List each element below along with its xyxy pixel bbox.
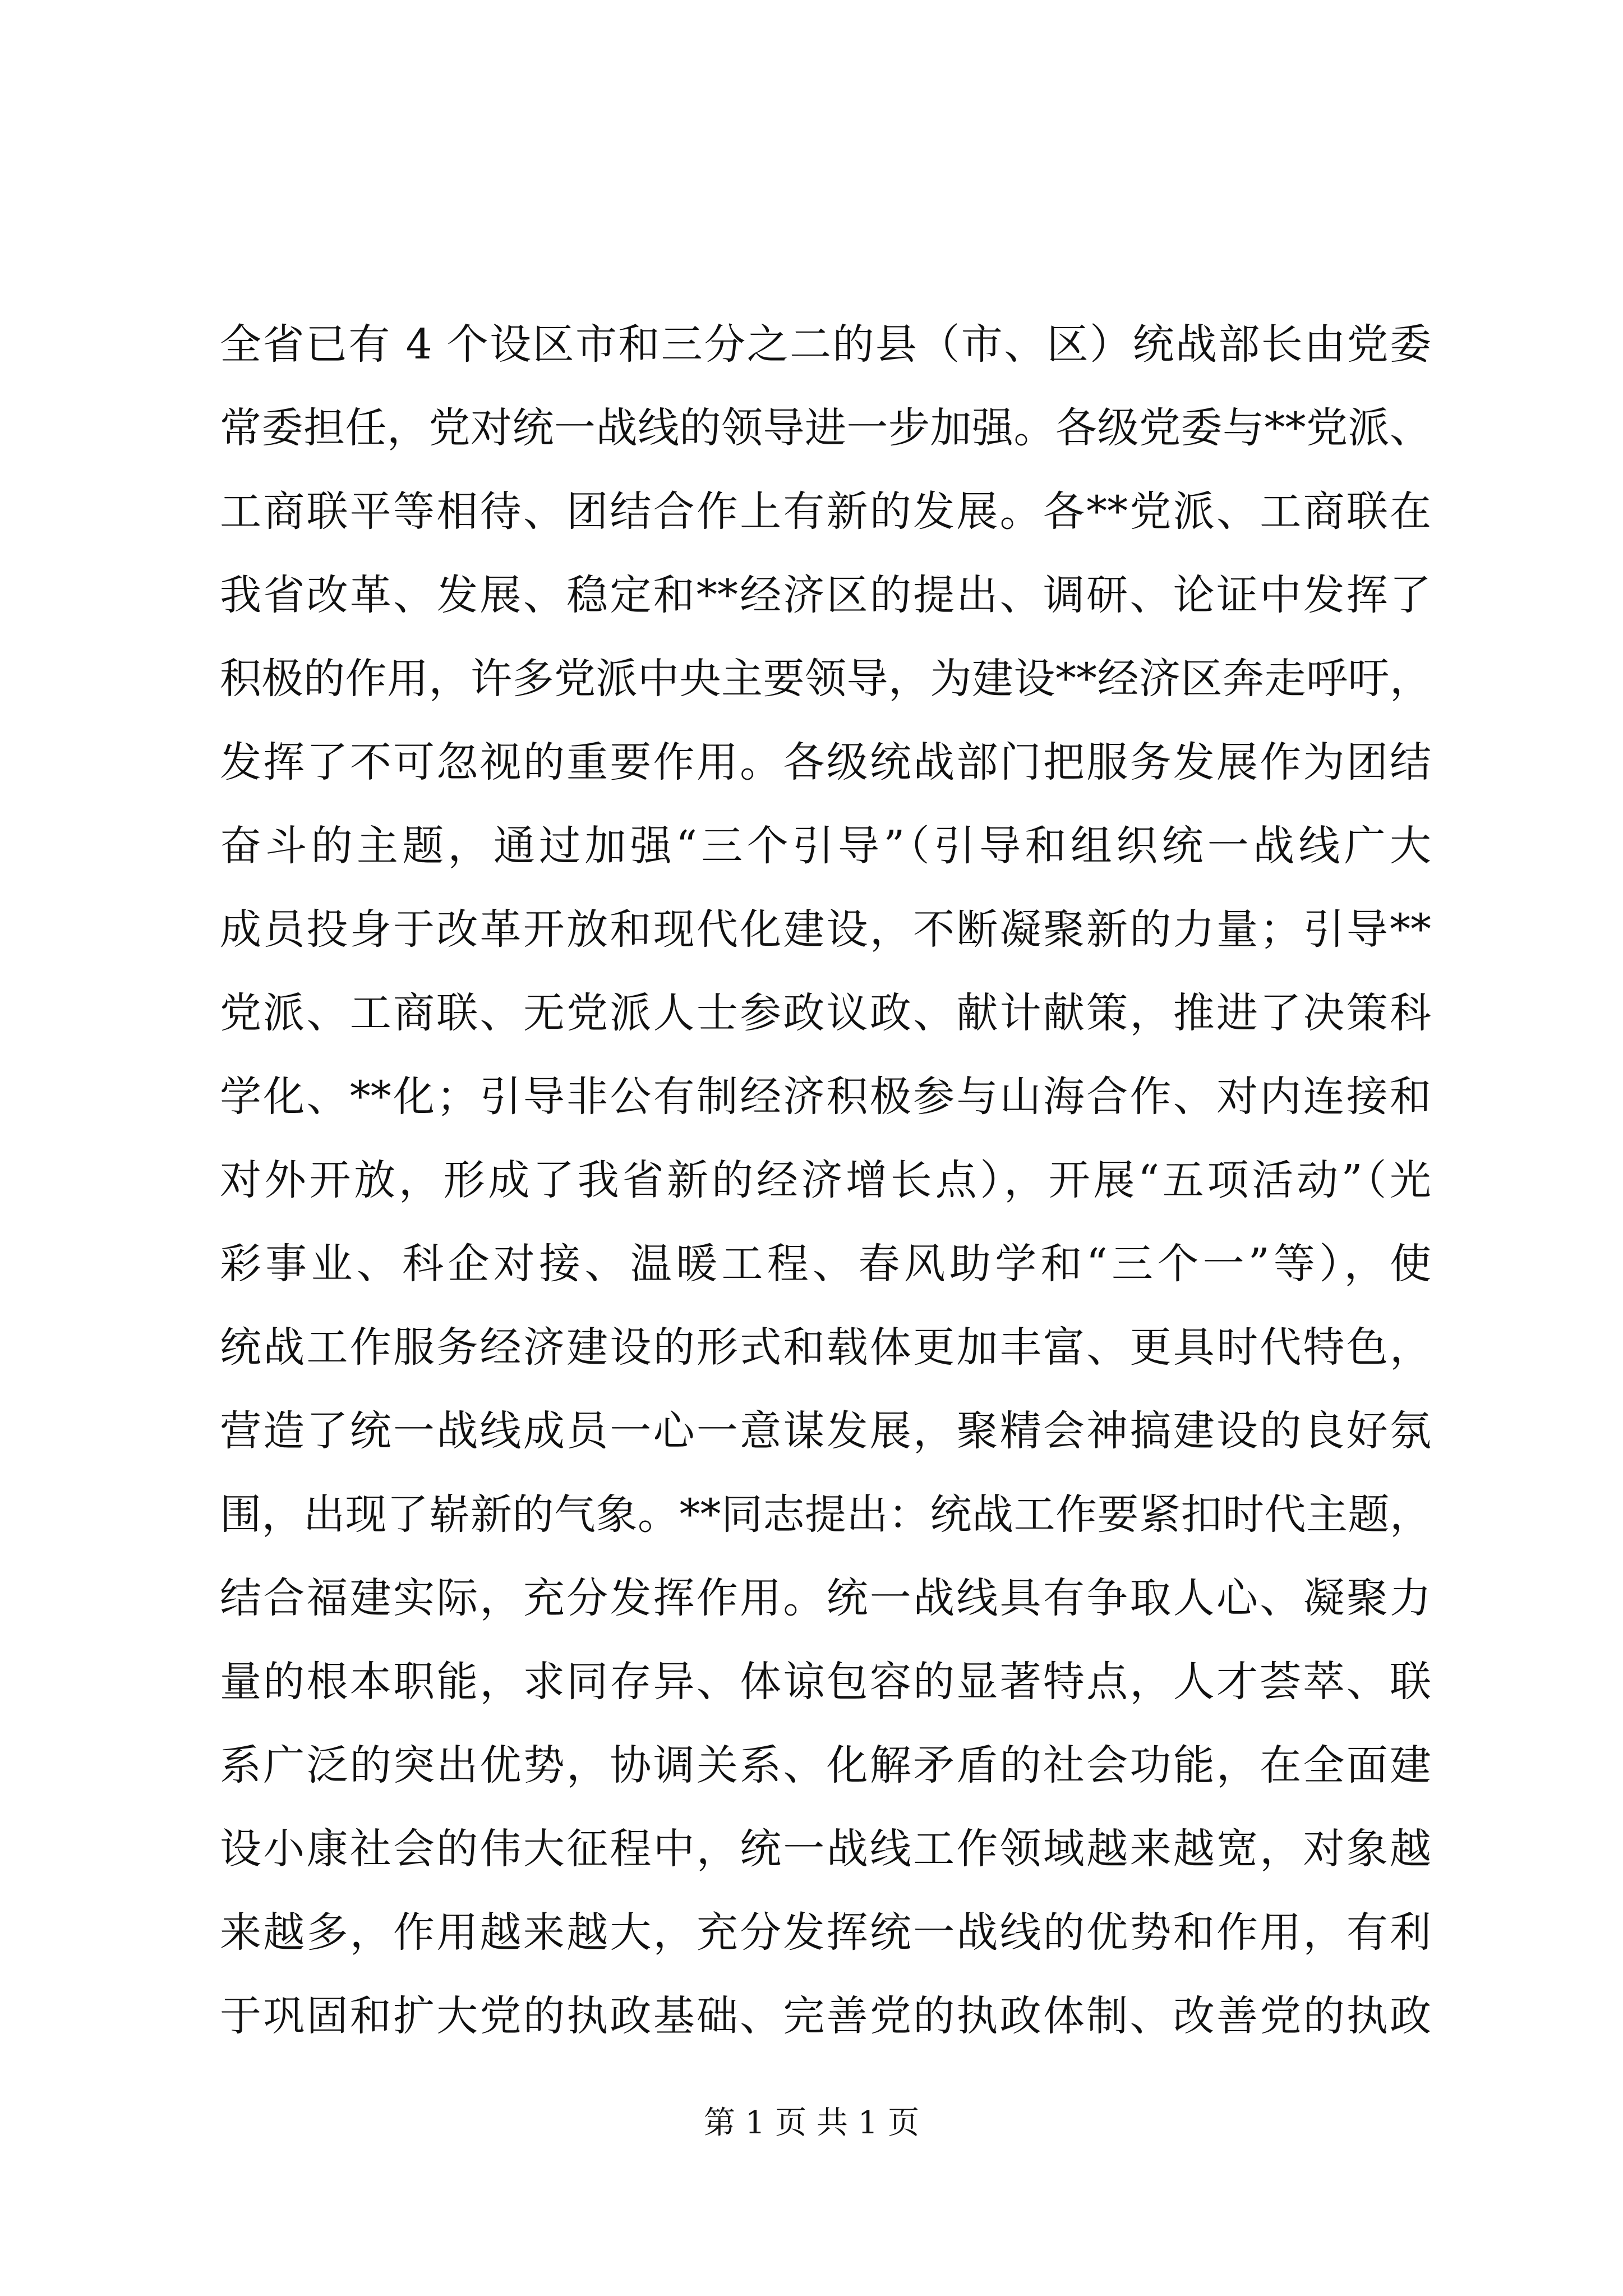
text-line: 量的根本职能，求同存异、体谅包容的显著特点，人才荟萃、联 (220, 1658, 1431, 1706)
text-line: 围，出现了崭新的气象。**同志提出：统战工作要紧扣时代主题， (220, 1490, 1431, 1539)
text-line: 统战工作服务经济建设的形式和载体更加丰富、更具时代特色， (220, 1323, 1431, 1372)
text-line: 系广泛的突出优势，协调关系、化解矛盾的社会功能，在全面建 (220, 1741, 1431, 1789)
text-line: 发挥了不可忽视的重要作用。各级统战部门把服务发展作为团结 (220, 738, 1431, 786)
text-line: 对外开放，形成了我省新的经济增长点），开展“五项活动”（光 (220, 1156, 1431, 1204)
text-line: 奋斗的主题，通过加强“三个引导”（引导和组织统一战线广大 (220, 822, 1431, 870)
text-line: 党派、工商联、无党派人士参政议政、献计献策，推进了决策科 (220, 989, 1431, 1037)
text-line: 彩事业、科企对接、温暖工程、春风助学和“三个一”等），使 (220, 1240, 1431, 1288)
body-text (220, 303, 1431, 2058)
text-line: 于巩固和扩大党的执政基础、完善党的执政体制、改善党的执政 (220, 1992, 1431, 2040)
text-line: 来越多，作用越来越大，充分发挥统一战线的优势和作用，有利 (220, 1908, 1431, 1957)
text-line: 工商联平等相待、团结合作上有新的发展。各**党派、工商联在 (220, 487, 1431, 536)
text-line: 全省已有 4 个设区市和三分之二的县（市、区）统战部长由党委 (220, 320, 1431, 369)
text-line: 积极的作用，许多党派中央主要领导，为建设**经济区奔走呼吁， (220, 655, 1431, 703)
text-line: 常委担任，党对统一战线的领导进一步加强。各级党委与**党派、 (220, 404, 1431, 452)
text-line: 学化、**化；引导非公有制经济积极参与山海合作、对内连接和 (220, 1073, 1431, 1121)
text-line: 结合福建实际，充分发挥作用。统一战线具有争取人心、凝聚力 (220, 1574, 1431, 1622)
text-line: 设小康社会的伟大征程中，统一战线工作领域越来越宽，对象越 (220, 1825, 1431, 1873)
text-line: 营造了统一战线成员一心一意谋发展，聚精会神搞建设的良好氛 (220, 1407, 1431, 1455)
page-footer (0, 2101, 1623, 2146)
page-number-label: 第 1 页 共 1 页 (703, 2105, 920, 2141)
text-line: 我省改革、发展、稳定和**经济区的提出、调研、论证中发挥了 (220, 571, 1431, 619)
text-line: 成员投身于改革开放和现代化建设，不断凝聚新的力量；引导** (220, 905, 1431, 954)
